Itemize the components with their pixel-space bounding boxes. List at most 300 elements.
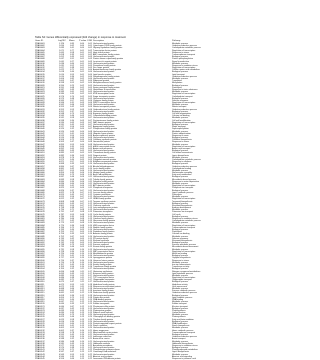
- table-cell: 0.06: [88, 102, 92, 105]
- table-cell: 0.55: [70, 309, 74, 312]
- table-cell: 0.952: [58, 110, 64, 113]
- table-cell: PRA00111: [35, 283, 45, 286]
- table-cell: 0.02: [80, 86, 84, 89]
- table-cell: PRA00028: [35, 102, 45, 105]
- table-cell: Biological process: [172, 268, 189, 271]
- table-cell: 0.01: [80, 67, 84, 70]
- table-cell: Cell redox homeostasis: [172, 152, 193, 155]
- table-cell: 0.994: [58, 84, 64, 87]
- table-cell: Nucleosome assembly: [172, 172, 193, 175]
- table-cell: 0.17: [88, 279, 92, 282]
- table-cell: 0.654: [58, 296, 64, 299]
- table-cell: 0.71: [70, 279, 74, 282]
- table-cell: 1.003: [58, 80, 64, 83]
- table-cell: 0.13: [88, 207, 92, 210]
- table-cell: 1.047: [58, 58, 64, 61]
- table-cell: 0.581: [58, 342, 64, 345]
- table-cell: PRA00086: [35, 228, 45, 231]
- table-cell: 0.07: [88, 121, 92, 124]
- table-cell: Fatty acid beta-oxidation: [172, 318, 194, 321]
- table-cell: Metabolic process: [172, 353, 189, 356]
- table-cell: 0.18: [88, 296, 92, 299]
- table-cell: 0.09: [88, 156, 92, 159]
- table-cell: Uncharacterized protein: [93, 347, 115, 350]
- table-cell: 0.693: [58, 272, 64, 275]
- table-cell: 0.06: [88, 110, 92, 113]
- table-cell: 0.71: [70, 209, 74, 212]
- table-cell: Biological process: [172, 176, 189, 179]
- column-header: P value: [79, 40, 87, 42]
- table-cell: 0.07: [88, 119, 92, 122]
- table-cell: Uncharacterized protein: [93, 248, 115, 251]
- table-cell: 0.987: [58, 88, 64, 91]
- table-cell: 0.56: [70, 266, 74, 269]
- table-cell: 0.882: [58, 154, 64, 157]
- table-cell: 0.15: [80, 358, 84, 360]
- table-cell: 0.54: [70, 344, 74, 347]
- table-cell: Response to water deprivation: [172, 180, 200, 183]
- table-cell: Signal transduction: [172, 60, 190, 63]
- table-cell: Potassium ion transport: [172, 211, 194, 214]
- table-cell: 0.11: [88, 180, 92, 183]
- table-cell: 0.07: [80, 196, 84, 199]
- table-cell: 0.12: [80, 301, 84, 304]
- table-cell: PRA00094: [35, 246, 45, 249]
- table-cell: PRA00124: [35, 312, 45, 315]
- table-cell: Carbohydrate binding: [172, 167, 192, 170]
- table-cell: WRKY transcription factor: [93, 102, 116, 105]
- table-cell: Uncharacterized protein: [93, 274, 115, 277]
- table-cell: 0.56: [70, 336, 74, 339]
- table-cell: 0.38: [70, 207, 74, 210]
- table-cell: PRA00136: [35, 338, 45, 341]
- table-cell: 1.065: [58, 51, 64, 54]
- table-cell: 0.05: [80, 158, 84, 161]
- table-cell: PRA00093: [35, 244, 45, 247]
- table-cell: 0.20: [88, 327, 92, 330]
- table-cell: PRA00032: [35, 110, 45, 113]
- table-cell: 0.06: [88, 104, 92, 107]
- table-cell: PRA00138: [35, 342, 45, 345]
- table-cell: Amino acid permease: [93, 148, 113, 150]
- table-cell: 0.920: [58, 130, 64, 133]
- table-cell: PRA00090: [35, 237, 45, 240]
- table-cell: PRA00121: [35, 305, 45, 308]
- table-cell: 0.16: [88, 255, 92, 258]
- table-cell: PRA00010: [35, 62, 45, 65]
- table-cell: PRA00073: [35, 200, 45, 203]
- table-cell: 0.07: [88, 128, 92, 131]
- table-cell: PRA00074: [35, 202, 45, 205]
- table-cell: PRA00069: [35, 191, 45, 194]
- table-cell: 0.08: [88, 130, 92, 133]
- table-cell: 0.20: [88, 318, 92, 321]
- table-cell: 0.10: [80, 261, 84, 264]
- table-cell: 0.14: [88, 224, 92, 227]
- table-cell: 0.05: [88, 95, 92, 98]
- table-cell: 0.06: [80, 172, 84, 175]
- table-cell: 0.805: [58, 202, 64, 205]
- table-cell: 0.58: [70, 318, 74, 321]
- table-cell: Lipid transport: [172, 73, 185, 76]
- table-cell: Uncharacterized protein: [93, 281, 115, 284]
- table-cell: Response to oxidative stress: [172, 64, 198, 67]
- table-cell: 0.644: [58, 303, 64, 306]
- table-cell: Oligopeptide transport: [172, 279, 192, 282]
- table-cell: 0.588: [58, 338, 64, 341]
- table-cell: 0.850: [58, 174, 64, 177]
- table-cell: 0.22: [88, 355, 92, 358]
- table-cell: 0.13: [80, 318, 84, 321]
- table-cell: Mitochondrial carrier protein: [93, 331, 118, 334]
- table-cell: 0.896: [58, 145, 64, 148]
- table-cell: 0.17: [88, 272, 92, 275]
- table-cell: PRA00045: [35, 139, 45, 142]
- table-cell: Phosphate transporter: [93, 187, 113, 190]
- table-cell: 0.55: [70, 82, 74, 85]
- table-cell: 0.13: [80, 307, 84, 310]
- table-cell: 0.21: [88, 336, 92, 339]
- table-cell: 0.35: [70, 285, 74, 288]
- table-cell: 0.19: [88, 305, 92, 308]
- table-cell: 0.03: [80, 108, 84, 111]
- table-cell: 0.15: [80, 349, 84, 352]
- table-cell: 0.12: [88, 196, 92, 199]
- table-cell: 0.595: [58, 333, 64, 336]
- table-cell: 0.15: [88, 242, 92, 245]
- table-cell: Flavonoid biosynthesis: [172, 204, 193, 207]
- table-cell: PRA00029: [35, 104, 45, 107]
- table-cell: 0.35: [70, 145, 74, 148]
- table-cell: Glutathione S-transferase: [93, 88, 116, 91]
- table-cell: Chlorophyll a/b binding protein: [93, 316, 121, 319]
- table-cell: PRA00031: [35, 108, 45, 111]
- table-cell: 0.08: [88, 132, 92, 135]
- table-cell: 0.72: [70, 139, 74, 142]
- table-cell: 0.66: [70, 104, 74, 107]
- table-cell: PRA00096: [35, 250, 45, 253]
- table-cell: Uncharacterized protein: [93, 301, 115, 304]
- table-cell: Histone family protein: [93, 172, 113, 175]
- table-cell: 0.04: [80, 143, 84, 146]
- table-cell: PRA00024: [35, 93, 45, 96]
- table-cell: Uncharacterized protein: [93, 78, 115, 80]
- column-header: Pathway: [172, 40, 181, 42]
- table-cell: Uncharacterized protein: [93, 222, 115, 225]
- table-cell: Peptidase family protein: [93, 231, 115, 234]
- data-table: [35, 40, 235, 360]
- table-cell: Embryo development: [172, 207, 191, 210]
- table-cell: 0.03: [80, 110, 84, 113]
- table-cell: 0.53: [70, 108, 74, 111]
- table-cell: PRA00038: [35, 123, 45, 126]
- table-cell: PRA00106: [35, 272, 45, 275]
- table-cell: 0.787: [58, 213, 64, 216]
- table-cell: DNA binding: [172, 298, 184, 301]
- table-cell: Senescence-associated protein: [93, 285, 121, 288]
- table-cell: 0.749: [58, 237, 64, 240]
- table-cell: 0.721: [58, 255, 64, 258]
- table-cell: 0.38: [70, 347, 74, 350]
- table-cell: 0.05: [88, 97, 92, 100]
- table-cell: bHLH transcription factor: [93, 145, 116, 148]
- table-cell: 0.58: [70, 117, 74, 120]
- table-cell: 0.938: [58, 119, 64, 122]
- table-cell: Tubulin family protein: [93, 178, 112, 181]
- table-cell: Uncharacterized protein: [93, 163, 115, 166]
- table-cell: 0.59: [70, 143, 74, 146]
- table-cell: Alcohol dehydrogenase: [93, 165, 114, 168]
- table-cell: 0.11: [80, 281, 84, 284]
- table-cell: 0.07: [80, 189, 84, 192]
- table-cell: Uncharacterized protein: [93, 43, 115, 45]
- table-cell: 0.01: [80, 49, 84, 52]
- table-caption: Table S2: Genes differentially expressed (fold change) in response to treatment: [35, 36, 126, 39]
- table-cell: 0.43: [70, 272, 74, 275]
- table-cell: 0.33: [70, 163, 74, 166]
- table-cell: Biological process: [172, 215, 189, 218]
- table-cell: Metabolic process: [172, 62, 189, 65]
- table-cell: Transcription factor protein: [93, 49, 117, 52]
- table-cell: PRA00063: [35, 178, 45, 181]
- table-cell: Metabolic process: [172, 274, 189, 277]
- table-cell: PRA00053: [35, 156, 45, 159]
- table-cell: Biological process: [172, 320, 189, 323]
- table-cell: Uncharacterized protein: [93, 137, 115, 140]
- table-cell: Uncharacterized protein: [93, 196, 115, 199]
- table-cell: 0.00: [80, 47, 84, 50]
- table-cell: Uncharacterized protein: [93, 176, 115, 179]
- table-cell: 0.33: [70, 303, 74, 306]
- table-cell: Uncharacterized protein: [93, 215, 115, 218]
- table-cell: 0.73: [70, 244, 74, 247]
- table-cell: 0.75: [70, 226, 74, 229]
- table-cell: 0.35: [70, 215, 74, 218]
- table-cell: Metabolic process: [172, 43, 189, 45]
- table-cell: 0.45: [70, 123, 74, 126]
- table-cell: 0.931: [58, 123, 64, 126]
- table-cell: 0.16: [88, 259, 92, 262]
- table-cell: 0.11: [80, 270, 84, 273]
- table-cell: 0.21: [88, 333, 92, 336]
- table-cell: Defense response: [172, 99, 189, 102]
- table-cell: PRA00118: [35, 298, 45, 301]
- table-cell: 0.56: [70, 196, 74, 199]
- table-cell: 0.12: [80, 296, 84, 299]
- table-cell: 0.43: [70, 88, 74, 91]
- table-cell: Carbon fixation: [172, 312, 186, 315]
- table-cell: 0.861: [58, 167, 64, 170]
- table-cell: 0.675: [58, 283, 64, 286]
- table-cell: Kinesin family protein: [93, 246, 113, 249]
- table-cell: Biological process: [172, 110, 189, 113]
- table-cell: 0.584: [58, 340, 64, 343]
- table-cell: PRA00082: [35, 220, 45, 223]
- table-cell: Dehydrin family protein: [93, 180, 114, 183]
- table-cell: Amino acid transport: [172, 148, 191, 150]
- table-cell: 0.58: [70, 248, 74, 251]
- table-cell: 0.18: [88, 288, 92, 290]
- table-cell: 0.02: [88, 53, 92, 56]
- table-cell: PRA00033: [35, 113, 45, 115]
- table-cell: 0.04: [88, 69, 92, 72]
- table-cell: Electron transport: [172, 305, 188, 308]
- table-cell: PRA00110: [35, 281, 45, 284]
- table-cell: 0.02: [80, 97, 84, 100]
- table-cell: 0.22: [88, 344, 92, 347]
- table-cell: 0.878: [58, 156, 64, 159]
- column-header: Log2FC: [58, 40, 66, 42]
- table-cell: 0.59: [70, 353, 74, 356]
- table-cell: 0.19: [88, 301, 92, 304]
- table-cell: 0.14: [80, 329, 84, 332]
- table-cell: 0.11: [88, 187, 92, 190]
- table-cell: PRA00055: [35, 161, 45, 164]
- table-cell: 0.728: [58, 250, 64, 253]
- table-cell: 0.917: [58, 132, 64, 135]
- table-cell: 0.756: [58, 233, 64, 236]
- table-cell: 0.02: [80, 88, 84, 91]
- table-cell: Esterase family protein: [93, 272, 114, 275]
- table-cell: 0.602: [58, 329, 64, 332]
- table-cell: Hydrolase family protein: [93, 283, 115, 286]
- table-cell: 0.61: [70, 91, 74, 94]
- table-cell: PRA00061: [35, 174, 45, 177]
- table-cell: 0.09: [80, 239, 84, 242]
- table-cell: Cellulose biosynthesis: [172, 139, 192, 142]
- table-cell: PRA00008: [35, 58, 45, 61]
- table-cell: 0.07: [80, 204, 84, 207]
- table-cell: 0.560: [58, 355, 64, 358]
- table-cell: 0.09: [80, 244, 84, 247]
- table-cell: 0.09: [88, 154, 92, 157]
- table-cell: 0.04: [80, 130, 84, 133]
- table-cell: 0.07: [80, 200, 84, 203]
- table-cell: PRA00145: [35, 358, 45, 360]
- table-cell: PRA00054: [35, 158, 45, 161]
- table-cell: 0.759: [58, 231, 64, 234]
- table-cell: 0.829: [58, 187, 64, 190]
- table-cell: 0.41: [70, 47, 74, 50]
- table-cell: Proteolysis: [172, 193, 182, 196]
- table-cell: Oxylipin biosynthesis: [172, 257, 191, 260]
- table-cell: PRA00103: [35, 266, 45, 269]
- table-cell: PRA00041: [35, 130, 45, 133]
- table-cell: Aminotransferase family protein: [93, 69, 122, 72]
- table-cell: 1.027: [58, 67, 64, 70]
- table-cell: Ascorbate peroxidase: [93, 344, 113, 347]
- table-cell: Lipid metabolic process: [172, 272, 193, 275]
- table-cell: 0.04: [88, 80, 92, 83]
- table-cell: Water transport: [172, 126, 186, 129]
- table-cell: 0.640: [58, 305, 64, 308]
- column-header: Gene ID: [35, 40, 44, 42]
- table-cell: Uncharacterized protein: [93, 104, 115, 107]
- table-cell: 0.651: [58, 298, 64, 301]
- table-cell: 0.37: [70, 189, 74, 192]
- table-cell: Catalase family protein: [93, 218, 114, 220]
- table-cell: 0.00: [80, 45, 84, 48]
- table-cell: 1.058: [58, 53, 64, 56]
- table-cell: 0.784: [58, 215, 64, 218]
- table-cell: 0.19: [88, 309, 92, 312]
- table-cell: 0.42: [70, 220, 74, 223]
- table-cell: PRA00107: [35, 274, 45, 277]
- table-cell: Regulation of transcription: [172, 224, 196, 227]
- table-cell: 0.52: [70, 152, 74, 155]
- table-cell: 0.15: [80, 351, 84, 354]
- table-cell: 0.09: [88, 148, 92, 150]
- table-cell: 0.53: [70, 187, 74, 190]
- table-cell: Uncharacterized protein: [93, 84, 115, 87]
- table-cell: 0.556: [58, 358, 64, 360]
- table-cell: Uncharacterized protein: [93, 228, 115, 231]
- table-cell: 0.29: [70, 84, 74, 87]
- table-cell: 0.18: [88, 285, 92, 288]
- table-cell: 0.14: [80, 340, 84, 343]
- table-cell: 0.21: [88, 340, 92, 343]
- table-cell: 0.21: [88, 338, 92, 341]
- table-cell: 0.32: [70, 198, 74, 201]
- table-cell: 0.892: [58, 148, 64, 150]
- table-cell: 0.09: [88, 158, 92, 161]
- table-cell: 0.09: [80, 228, 84, 231]
- table-cell: Oxidation-reduction process: [172, 45, 197, 48]
- table-cell: RNA modification: [172, 323, 188, 325]
- table-cell: 0.02: [88, 49, 92, 52]
- table-cell: Oxidation-reduction process: [172, 108, 197, 111]
- table-cell: Regulation of transcription: [172, 67, 196, 70]
- table-cell: Biological process: [172, 71, 189, 74]
- table-cell: Uncharacterized protein: [93, 288, 115, 290]
- table-cell: 0.12: [80, 288, 84, 290]
- table-cell: PRA00001: [35, 43, 45, 45]
- table-cell: 0.07: [88, 126, 92, 129]
- table-cell: 0.616: [58, 320, 64, 323]
- table-cell: Uncharacterized protein: [93, 110, 115, 113]
- table-cell: PRA00101: [35, 261, 45, 264]
- table-cell: 0.54: [70, 134, 74, 137]
- table-cell: 0.09: [88, 152, 92, 155]
- table-cell: 0.714: [58, 259, 64, 262]
- table-cell: Transferase activity: [172, 266, 190, 269]
- table-cell: 0.742: [58, 242, 64, 245]
- table-cell: 0.15: [88, 237, 92, 240]
- table-cell: Methylation: [172, 82, 183, 85]
- table-cell: 0.08: [88, 143, 92, 146]
- table-cell: 0.01: [80, 60, 84, 63]
- table-cell: Biological process: [172, 137, 189, 140]
- table-cell: 0.16: [88, 253, 92, 255]
- table-cell: 0.08: [88, 139, 92, 142]
- table-cell: 0.14: [88, 222, 92, 225]
- table-cell: 0.619: [58, 318, 64, 321]
- table-cell: Thiolase family protein: [93, 318, 114, 321]
- table-cell: PRA00141: [35, 349, 45, 352]
- table-cell: 0.700: [58, 268, 64, 271]
- table-cell: Uncharacterized protein: [93, 202, 115, 205]
- table-cell: Iron ion homeostasis: [172, 263, 191, 266]
- table-cell: PRA00006: [35, 53, 45, 56]
- table-cell: 0.10: [80, 253, 84, 255]
- table-cell: 0.37: [70, 259, 74, 262]
- table-cell: 0.777: [58, 220, 64, 223]
- table-cell: Protein phosphorylation: [172, 58, 194, 61]
- table-cell: 0.945: [58, 115, 64, 118]
- table-cell: 0.52: [70, 292, 74, 295]
- table-cell: PRA00067: [35, 187, 45, 190]
- table-cell: Regulation of transcription: [172, 102, 196, 105]
